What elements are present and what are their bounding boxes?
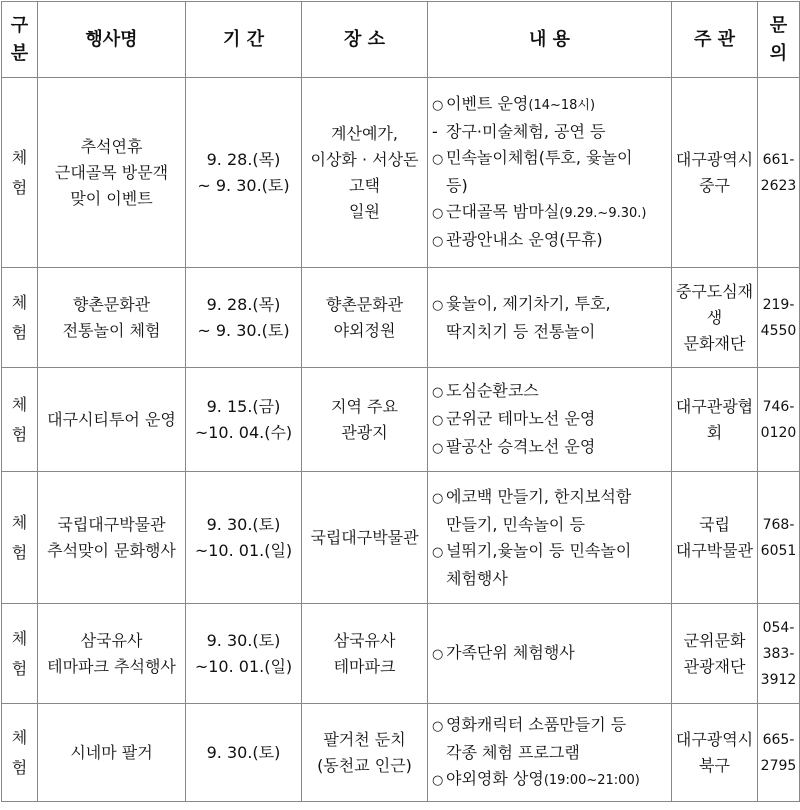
place-line: 테마파크	[333, 656, 396, 676]
host-line: 대구광역시	[675, 729, 754, 749]
category-char: 체	[11, 292, 28, 312]
header-category: 구 분	[2, 2, 38, 78]
category-cell	[2, 472, 38, 604]
category-char: 체	[11, 147, 28, 167]
period-line: ~10. 01.(일)	[194, 540, 293, 560]
contact-line: 661-	[762, 151, 795, 168]
contact-line: 2623	[760, 177, 797, 194]
contact-line: 2795	[760, 757, 797, 774]
host-cell	[672, 472, 758, 604]
content-cell	[428, 704, 672, 802]
host-line: 군위문화	[683, 630, 746, 650]
event-name-line: 향촌문화관	[72, 294, 151, 314]
category-char: 체	[11, 394, 28, 414]
period-cell	[186, 368, 302, 472]
host-line: 대구광역시	[675, 149, 754, 169]
contact-cell	[758, 368, 800, 472]
event-name-cell	[38, 704, 186, 802]
bullet-mark: ○	[432, 490, 444, 506]
events-table	[1, 1, 800, 802]
category-char: 험	[11, 177, 28, 197]
content-line	[432, 227, 669, 255]
event-name-line: 대구시티투어 운영	[47, 409, 176, 429]
content-text: 영화캐릭터 소품만들기 등	[446, 714, 627, 734]
period-line: 9. 30.(토)	[206, 742, 281, 762]
place-cell	[302, 704, 428, 802]
place-cell	[302, 472, 428, 604]
content-text: 관광안내소 운영(무휴)	[446, 229, 603, 249]
bullet-mark: ○	[432, 233, 444, 249]
contact-cell	[758, 268, 800, 368]
bullet-mark: ○	[432, 718, 444, 734]
category-char: 험	[11, 542, 28, 562]
category-cell	[2, 704, 38, 802]
host-line: 회	[706, 422, 723, 442]
event-name-line: 삼국유사	[80, 630, 143, 650]
host-cell	[672, 704, 758, 802]
table-row	[2, 472, 800, 604]
place-line: 일원	[349, 201, 380, 221]
content-line	[432, 434, 669, 462]
content-line	[432, 91, 669, 119]
period-line: 9. 15.(금)	[206, 396, 281, 416]
place-line: 삼국유사	[333, 630, 396, 650]
event-name-line: 국립대구박물관	[57, 514, 166, 534]
content-text: 장구·미술체험, 공연 등	[446, 121, 606, 141]
table-row	[2, 268, 800, 368]
place-cell	[302, 604, 428, 704]
period-line: 9. 28.(목)	[206, 149, 281, 169]
content-line	[432, 145, 669, 173]
period-cell	[186, 604, 302, 704]
content-line	[432, 640, 669, 668]
host-line: 대구박물관	[675, 540, 754, 560]
content-cell	[428, 268, 672, 368]
host-cell	[672, 368, 758, 472]
category-cell	[2, 368, 38, 472]
period-cell	[186, 78, 302, 268]
content-note: (9.29.~9.30.)	[559, 205, 647, 221]
host-line: 중구	[699, 175, 730, 195]
table-row	[2, 368, 800, 472]
content-text: 각종 체험 프로그램	[446, 742, 580, 762]
host-cell	[672, 268, 758, 368]
host-line: 문화재단	[683, 333, 746, 353]
header-place: 장 소	[302, 2, 428, 78]
place-line: 고택	[349, 175, 380, 195]
contact-line: 0120	[760, 424, 797, 441]
category-char: 체	[11, 512, 28, 532]
place-line: 국립대구박물관	[310, 527, 419, 547]
content-text: 이벤트 운영	[446, 93, 529, 113]
period-line: 9. 30.(토)	[206, 514, 281, 534]
place-line: 계산예가,	[331, 123, 398, 143]
content-cell	[428, 78, 672, 268]
host-cell	[672, 78, 758, 268]
category-char: 험	[11, 424, 28, 444]
bullet-mark: ○	[432, 384, 444, 400]
place-cell	[302, 368, 428, 472]
bullet-mark: ○	[432, 412, 444, 428]
content-line	[432, 740, 669, 766]
place-cell	[302, 78, 428, 268]
host-line: 생	[706, 307, 723, 327]
contact-line: 4550	[760, 322, 797, 339]
content-line	[432, 173, 669, 199]
contact-line: 746-	[762, 398, 795, 415]
category-cell	[2, 78, 38, 268]
content-line	[432, 766, 669, 794]
content-text: 딱지치기 등 전통놀이	[446, 321, 596, 341]
contact-line: 219-	[762, 296, 795, 313]
contact-cell	[758, 604, 800, 704]
table-row	[2, 704, 800, 802]
content-text: 에코백 만들기, 한지보석함	[446, 486, 632, 506]
content-text: 윷놀이, 제기차기, 투호,	[446, 293, 611, 313]
event-name-line: 추석연휴	[80, 136, 143, 156]
place-line: 향촌문화관	[325, 294, 404, 314]
category-cell	[2, 604, 38, 704]
period-line: 9. 30.(토)	[206, 630, 281, 650]
bullet-mark: ○	[432, 151, 444, 167]
content-line	[432, 291, 669, 319]
table-row	[2, 78, 800, 268]
host-line: 관광재단	[683, 656, 746, 676]
contact-line: 054-	[762, 619, 795, 636]
event-name-line: 시네마 팔거	[70, 742, 153, 762]
place-line: 팔거천 둔치	[323, 729, 406, 749]
period-cell	[186, 472, 302, 604]
place-line: 지역 주요	[331, 396, 398, 416]
event-name-line: 전통놀이 체험	[62, 320, 161, 340]
category-char: 험	[11, 757, 28, 777]
contact-line: 665-	[762, 731, 795, 748]
content-line	[432, 566, 669, 592]
place-line: (동천교 인근)	[317, 755, 412, 775]
category-char: 험	[11, 658, 28, 678]
contact-line: 6051	[760, 542, 797, 559]
content-text: 도심순환코스	[446, 380, 539, 400]
content-text: 팔공산 승격노선 운영	[446, 436, 596, 456]
event-name-cell	[38, 472, 186, 604]
header-contact: 문 의	[758, 2, 800, 78]
header-content: 내 용	[428, 2, 672, 78]
contact-cell	[758, 78, 800, 268]
period-cell	[186, 268, 302, 368]
content-text: 체험행사	[446, 568, 508, 588]
event-name-line: 맞이 이벤트	[70, 188, 153, 208]
content-line	[432, 199, 669, 227]
content-note: (14~18시)	[528, 97, 596, 113]
host-cell	[672, 604, 758, 704]
content-cell	[428, 368, 672, 472]
place-line: 관광지	[341, 422, 388, 442]
content-cell	[428, 604, 672, 704]
event-name-cell	[38, 78, 186, 268]
content-text: 야외영화 상영	[446, 768, 544, 788]
content-cell	[428, 472, 672, 604]
period-line: ~10. 04.(수)	[194, 422, 293, 442]
content-line	[432, 712, 669, 740]
header-event-name: 행사명	[38, 2, 186, 78]
bullet-mark: ○	[432, 297, 444, 313]
content-text: 만들기, 민속놀이 등	[446, 514, 585, 534]
contact-line: 3912	[760, 671, 797, 688]
bullet-mark: -	[432, 121, 438, 141]
content-line	[432, 484, 669, 512]
period-line: ~ 9. 30.(토)	[197, 320, 290, 340]
place-line: 이상화 · 서상돈	[310, 149, 419, 169]
event-name-line: 테마파크 추석행사	[47, 656, 176, 676]
contact-line: 383-	[762, 645, 795, 662]
header-row	[2, 2, 800, 78]
content-text: 널뛰기,윷놀이 등 민속놀이	[446, 540, 632, 560]
place-cell	[302, 268, 428, 368]
content-line	[432, 119, 669, 145]
contact-line: 768-	[762, 516, 795, 533]
bullet-mark: ○	[432, 544, 444, 560]
header-host: 주 관	[672, 2, 758, 78]
bullet-mark: ○	[432, 97, 444, 113]
host-line: 북구	[699, 755, 730, 775]
period-line: ~ 9. 30.(토)	[197, 175, 290, 195]
period-line: 9. 28.(목)	[206, 294, 281, 314]
content-line	[432, 406, 669, 434]
bullet-mark: ○	[432, 772, 444, 788]
category-cell	[2, 268, 38, 368]
period-cell	[186, 704, 302, 802]
content-text: 등)	[446, 175, 468, 195]
contact-cell	[758, 704, 800, 802]
category-char: 체	[11, 628, 28, 648]
category-char: 체	[11, 727, 28, 747]
event-name-cell	[38, 368, 186, 472]
content-text: 민속놀이체험(투호, 윷놀이	[446, 147, 633, 167]
content-line	[432, 378, 669, 406]
content-text: 근대골목 밤마실	[446, 201, 560, 221]
bullet-mark: ○	[432, 646, 444, 662]
event-name-cell	[38, 268, 186, 368]
content-text: 가족단위 체험행사	[446, 642, 575, 662]
event-name-line: 근대골목 방문객	[54, 162, 169, 182]
bullet-mark: ○	[432, 440, 444, 456]
content-line	[432, 319, 669, 345]
host-line: 대구관광협	[675, 396, 754, 416]
content-line	[432, 512, 669, 538]
content-line	[432, 538, 669, 566]
place-line: 야외정원	[333, 320, 396, 340]
event-name-line: 추석맞이 문화행사	[47, 540, 176, 560]
host-line: 중구도심재	[675, 281, 754, 301]
category-char: 험	[11, 322, 28, 342]
contact-cell	[758, 472, 800, 604]
content-text: 군위군 테마노선 운영	[446, 408, 596, 428]
bullet-mark: ○	[432, 205, 444, 221]
host-line: 국립	[699, 514, 730, 534]
header-period: 기 간	[186, 2, 302, 78]
content-note: (19:00~21:00)	[543, 772, 640, 788]
table-row	[2, 604, 800, 704]
period-line: ~10. 01.(일)	[194, 656, 293, 676]
event-name-cell	[38, 604, 186, 704]
